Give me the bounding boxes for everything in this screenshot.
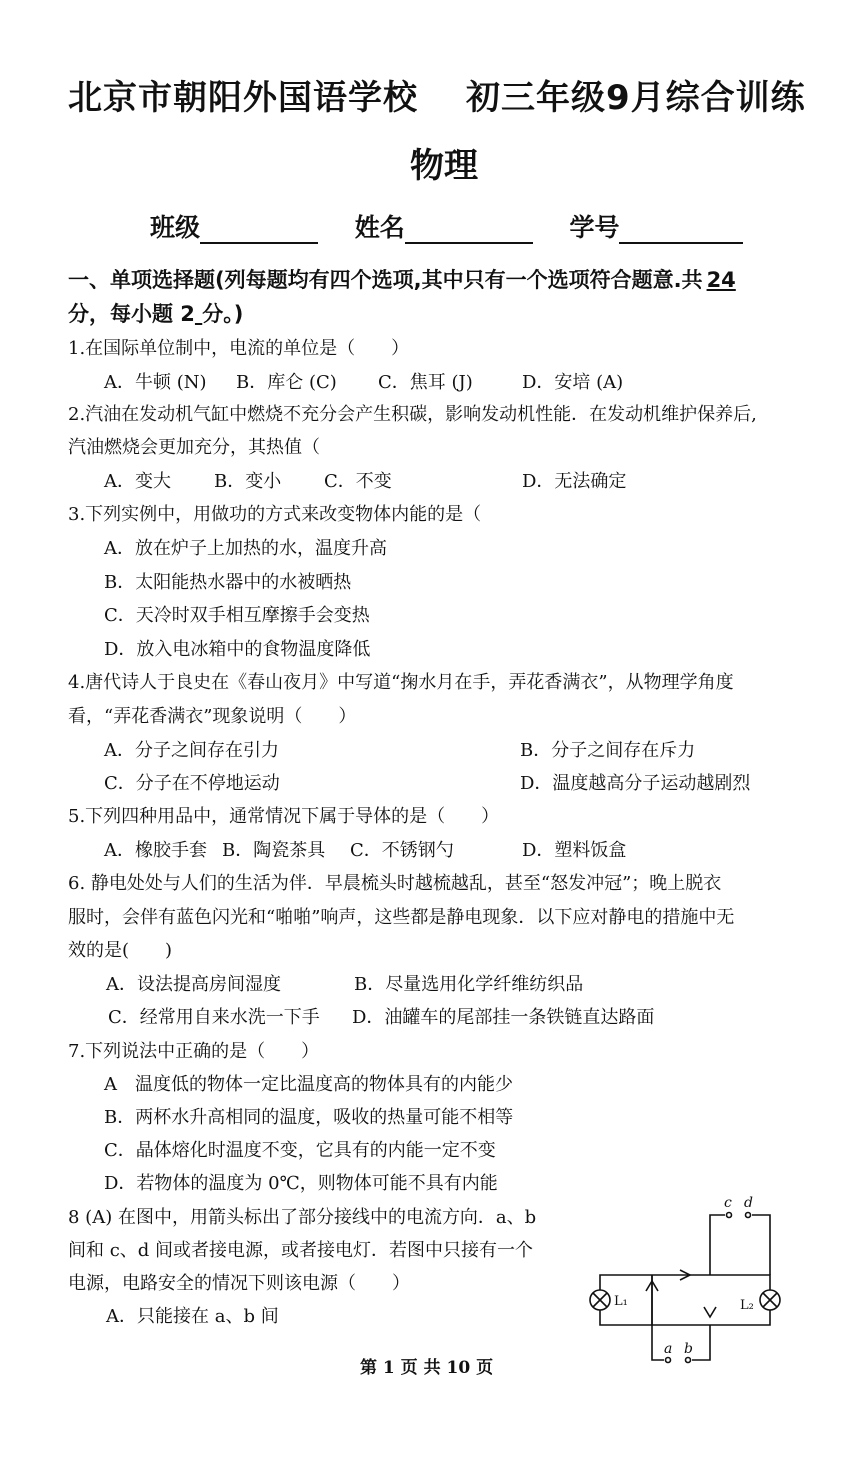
question-3: 3.下列实例中，用做功的方式来改变物体内能的是（	[68, 504, 482, 525]
terminal-b	[686, 1358, 691, 1363]
q3-option-c: C．天冷时双手相互摩擦手会变热	[104, 605, 370, 626]
q2-option-a: A．变大	[104, 471, 171, 492]
q2-option-b: B．变小	[214, 471, 282, 492]
subject-title: 物理	[410, 146, 478, 186]
class-blank	[200, 216, 318, 244]
school-name: 北京市朝阳外国语学校	[68, 78, 418, 118]
q6-option-d: D．油罐车的尾部挂一条铁链直达路面	[352, 1007, 655, 1028]
q1-option-a: A．牛顿 (N)	[104, 372, 207, 393]
q7-option-c: C．晶体熔化时温度不变，它具有的内能一定不变	[104, 1140, 496, 1161]
section-heading-line2	[68, 298, 243, 328]
exam-name: 初三年级9月综合训练	[466, 78, 806, 118]
q3-option-d: D．放入电冰箱中的食物温度降低	[104, 639, 371, 660]
terminal-c	[727, 1213, 732, 1218]
section-total: 24	[706, 268, 736, 292]
q7-option-a: A 温度低的物体一定比温度高的物体具有的内能少	[104, 1074, 513, 1095]
name-label: 姓名	[354, 213, 405, 242]
label-a: a	[664, 1341, 673, 1357]
q2-option-c: C．不变	[324, 471, 392, 492]
section-heading	[68, 264, 736, 294]
id-label: 学号	[569, 213, 620, 242]
q4-option-a: A．分子之间存在引力	[104, 740, 279, 761]
q6-option-c: C．经常用自来水洗一下手	[108, 1007, 320, 1028]
q1-option-c: C．焦耳 (J)	[378, 372, 473, 393]
id-blank	[619, 216, 743, 244]
circuit-diagram	[580, 1195, 790, 1380]
page-footer: 第 1 页 共 10 页	[360, 1358, 494, 1378]
q7-option-b: B．两杯水升高相同的温度，吸收的热量可能不相等	[104, 1107, 514, 1128]
q7-option-d: D．若物体的温度为 0℃，则物体可能不具有内能	[104, 1173, 498, 1194]
label-l2: L₂	[740, 1298, 754, 1313]
terminal-d	[746, 1213, 751, 1218]
question-2-line1: 2.汽油在发动机气缸中燃烧不充分会产生积碳，影响发动机性能．在发动机维护保养后,	[68, 404, 757, 425]
q8-option-a: A．只能接在 a、b 间	[106, 1306, 279, 1327]
q5-option-b: B．陶瓷茶具	[222, 840, 326, 861]
terminal-a	[666, 1358, 671, 1363]
section-heading-per: 分，每小题 2	[68, 302, 195, 326]
q2-option-d: D．无法确定	[522, 471, 627, 492]
section-heading-end: 分。)	[202, 302, 244, 326]
q1-option-d: D．安培 (A)	[522, 372, 624, 393]
q5-option-d: D．塑料饭盒	[522, 840, 627, 861]
section-heading-text: 一、单项选择题(列每题均有四个选项,其中只有一个选项符合题意.共	[68, 268, 703, 292]
q5-option-a: A．橡胶手套	[104, 840, 207, 861]
question-4-line1: 4.唐代诗人于良史在《春山夜月》中写道“掬水月在手，弄花香满衣”，从物理学角度	[68, 672, 734, 693]
circuit-top-wire	[710, 1215, 770, 1275]
question-4-line2: 看，“弄花香满衣”现象说明（ ）	[68, 706, 357, 727]
question-8-line3: 电源，电路安全的情况下则该电源（ ）	[68, 1273, 410, 1294]
question-8-line1: 8 (A) 在图中，用箭头标出了部分接线中的电流方向．a、b	[68, 1207, 537, 1228]
name-blank	[405, 216, 533, 244]
q4-option-d: D．温度越高分子运动越剧烈	[520, 773, 751, 794]
question-8-line2: 间和 c、d 间或者接电源，或者接电灯．若图中只接有一个	[68, 1240, 534, 1261]
q1-option-b: B．库仑 (C)	[236, 372, 337, 393]
label-c: c	[724, 1195, 732, 1211]
question-1: 1.在国际单位制中，电流的单位是（ ）	[68, 338, 410, 359]
q6-option-a: A．设法提高房间湿度	[106, 974, 281, 995]
q5-option-c: C．不锈钢勺	[350, 840, 454, 861]
question-6-line1: 6. 静电处处与人们的生活为伴．早晨梳头时越梳越乱，甚至“怒发冲冠”；晚上脱衣	[68, 873, 722, 894]
q6-option-b: B．尽量选用化学纤维纺织品	[354, 974, 584, 995]
question-7: 7.下列说法中正确的是（ ）	[68, 1041, 320, 1062]
circuit-bottom-wire	[652, 1275, 710, 1360]
question-6-line3: 效的是( )	[68, 940, 173, 961]
label-b: b	[684, 1341, 693, 1357]
arrow-icon	[704, 1307, 716, 1317]
label-l1: L₁	[614, 1294, 628, 1309]
class-label: 班级	[150, 213, 201, 242]
question-5: 5.下列四种用品中，通常情况下属于导体的是（ ）	[68, 806, 500, 827]
question-2-line2: 汽油燃烧会更加充分，其热值（	[68, 437, 320, 458]
student-info	[150, 208, 771, 244]
q4-option-b: B．分子之间存在斥力	[520, 740, 696, 761]
question-6-line2: 服时，会伴有蓝色闪光和“啪啪”响声，这些都是静电现象．以下应对静电的措施中无	[68, 907, 735, 928]
q3-option-a: A．放在炉子上加热的水，温度升高	[104, 538, 387, 559]
q3-option-b: B．太阳能热水器中的水被晒热	[104, 572, 352, 593]
label-d: d	[744, 1195, 753, 1211]
q4-option-c: C．分子在不停地运动	[104, 773, 280, 794]
page-title	[68, 70, 806, 119]
